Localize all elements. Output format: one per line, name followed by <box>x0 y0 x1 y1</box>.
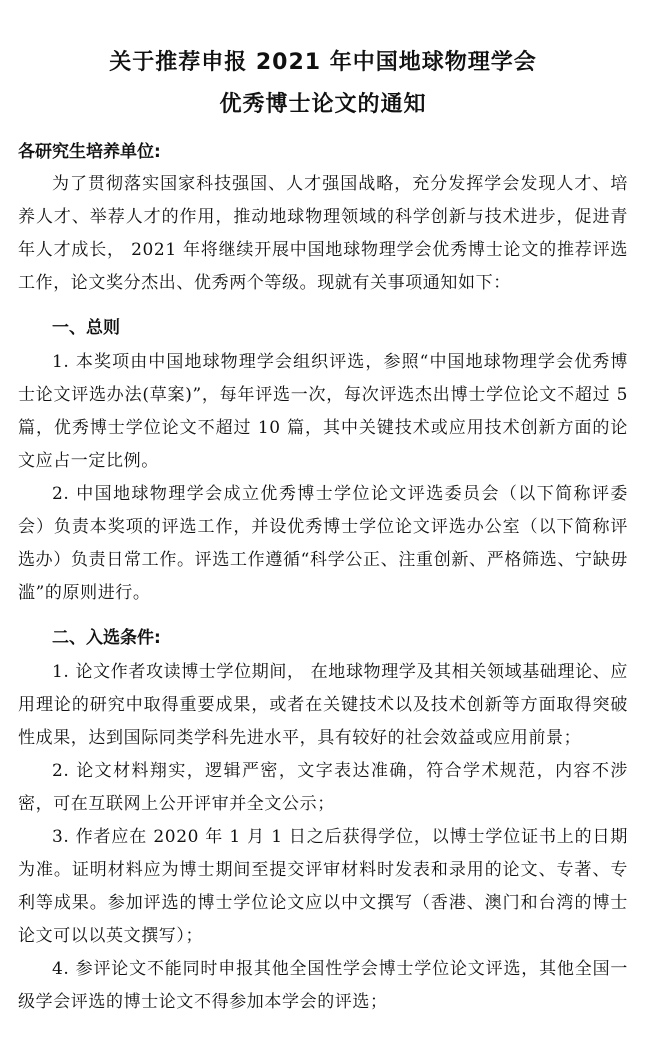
document-title-line2: 优秀博士论文的通知 <box>219 92 427 117</box>
section-eligibility <box>18 622 628 1019</box>
intro-paragraph: 为了贯彻落实国家科技强国、人才强国战略，充分发挥学会发现人才、培养人才、举荐人才的作用，推动地球物理领域的科学创新与技术进步，促进青年人才成长， 2021 年将继续开展中国地球物理学会优秀博士论文的推荐评选工作，论文奖分杰出、优秀两个等级。现就有关事项通知如下： <box>18 174 628 293</box>
section-heading-eligibility: 二、入选条件: <box>52 628 161 648</box>
eligibility-paragraph-3: 3. 作者应在 2020 年 1 月 1 日之后获得学位，以博士学位证书上的日期为准。证明材料应为博士期间至提交评审材料时发表和录用的论文、专著、专利等成果。参加评选的博士学位论文应以中文撰写（香港、澳门和台湾的博士论文可以以英文撰写）； <box>18 827 628 946</box>
eligibility-paragraph-1: 1. 论文作者攻读博士学位期间， 在地球物理学及其相关领域基础理论、应用理论的研究中取得重要成果，或者在关键技术以及技术创新等方面取得突破性成果，达到国际同类学科先进水平，具有较好的社会效益或应用前景； <box>18 662 628 748</box>
general-paragraph-2: 2. 中国地球物理学会成立优秀博士学位论文评选委员会（以下简称评委会）负责本奖项的评选工作，并设优秀博士学位论文评选办公室（以下简称评选办）负责日常工作。评选工作遵循“科学公正、注重创新、严格筛选、宁缺毋滥”的原则进行。 <box>18 484 628 603</box>
eligibility-paragraph-4: 4. 参评论文不能同时申报其他全国性学会博士学位论文评选，其他全国一级学会评选的博士论文不得参加本学会的评选； <box>18 959 628 1012</box>
section-general <box>18 312 628 610</box>
section-heading-general: 一、总则 <box>52 318 120 338</box>
eligibility-paragraph-2: 2. 论文材料翔实，逻辑严密，文字表达准确，符合学术规范，内容不涉密，可在互联网上公开评审并全文公示； <box>18 761 628 814</box>
document-title-line1: 关于推荐申报 2021 年中国地球物理学会 <box>109 50 537 75</box>
general-paragraph-1: 1. 本奖项由中国地球物理学会组织评选，参照“中国地球物理学会优秀博士论文评选办法(草案)”，每年评选一次，每次评选杰出博士学位论文不超过 5 篇，优秀博士学位论文不超过 10 篇，其中关键技术或应用技术创新方面的论文应占一定比例。 <box>18 352 628 471</box>
salutation: 各研究生培养单位: <box>18 142 161 162</box>
